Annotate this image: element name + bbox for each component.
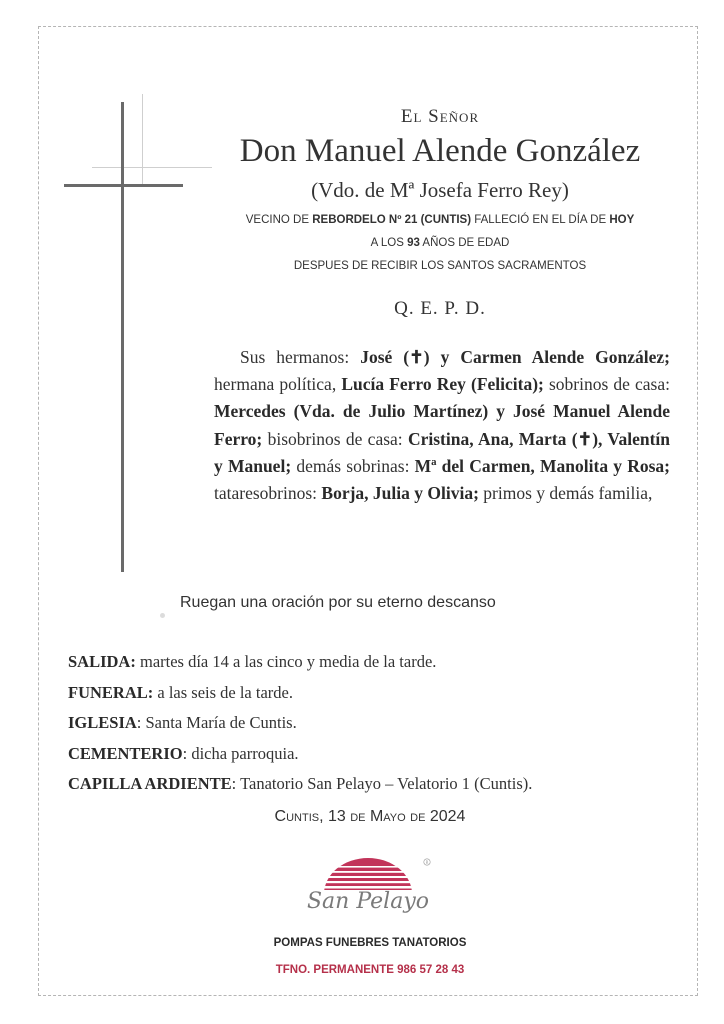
widow-note: (Vdo. de Mª Josefa Ferro Rey) <box>311 178 569 202</box>
detail-iglesia: IGLESIA: Santa María de Cuntis. <box>68 713 297 732</box>
announcement-line-2: A LOS 93 AÑOS DE EDAD <box>370 237 510 249</box>
announcement-line-1: VECINO DE REBORDELO Nº 21 (CUNTIS) FALLECIÓ EN EL DÍA DE HOY <box>245 214 635 226</box>
detail-cementerio: CEMENTERIO: dicha parroquia. <box>68 743 299 763</box>
detail-funeral: FUNERAL: a las seis de la tarde. <box>68 682 293 702</box>
prayer-line: Ruegan una oración por su eterno descanso <box>180 594 496 611</box>
service-details <box>68 652 688 805</box>
detail-salida: SALIDA: martes día 14 a las cinco y media de la tarde. <box>68 652 437 671</box>
registered-mark: R <box>425 860 429 865</box>
deceased-name: Don Manuel Alende González <box>239 133 641 169</box>
decorative-dot <box>160 613 165 618</box>
logo-text: San Pelayo <box>306 889 430 914</box>
honorific: El Señor <box>400 106 480 127</box>
detail-capilla: CAPILLA ARDIENTE: Tanatorio San Pelayo – Velatorio 1 (Cuntis). <box>68 774 533 793</box>
qepd: Q. E. P. D. <box>394 298 486 319</box>
phone-line: TFNO. PERMANENTE 986 57 28 43 <box>275 964 465 976</box>
date-line: Cuntis, 13 de Mayo de 2024 <box>274 808 466 825</box>
san-pelayo-logo <box>296 850 440 924</box>
family-paragraph: Sus hermanos: José (✝) y Carmen Alende González; hermana política, Lucía Ferro Rey (Felicita); sobrinos de casa: Mercedes (Vda. de Julio Martínez) y José Manuel Alende Ferro; bisobrinos de casa: Cristina, Ana, Marta (✝), Valentín y Manuel; demás sobrinas: Mª del Carmen, Manolita y Rosa; tataresobrinos: Borja, Julia y Olivia; primos y demás familia, <box>214 347 670 504</box>
announcement-line-3: DESPUES DE RECIBIR LOS SANTOS SACRAMENTOS <box>293 260 587 272</box>
company-tagline: POMPAS FUNEBRES TANATORIOS <box>273 937 467 949</box>
